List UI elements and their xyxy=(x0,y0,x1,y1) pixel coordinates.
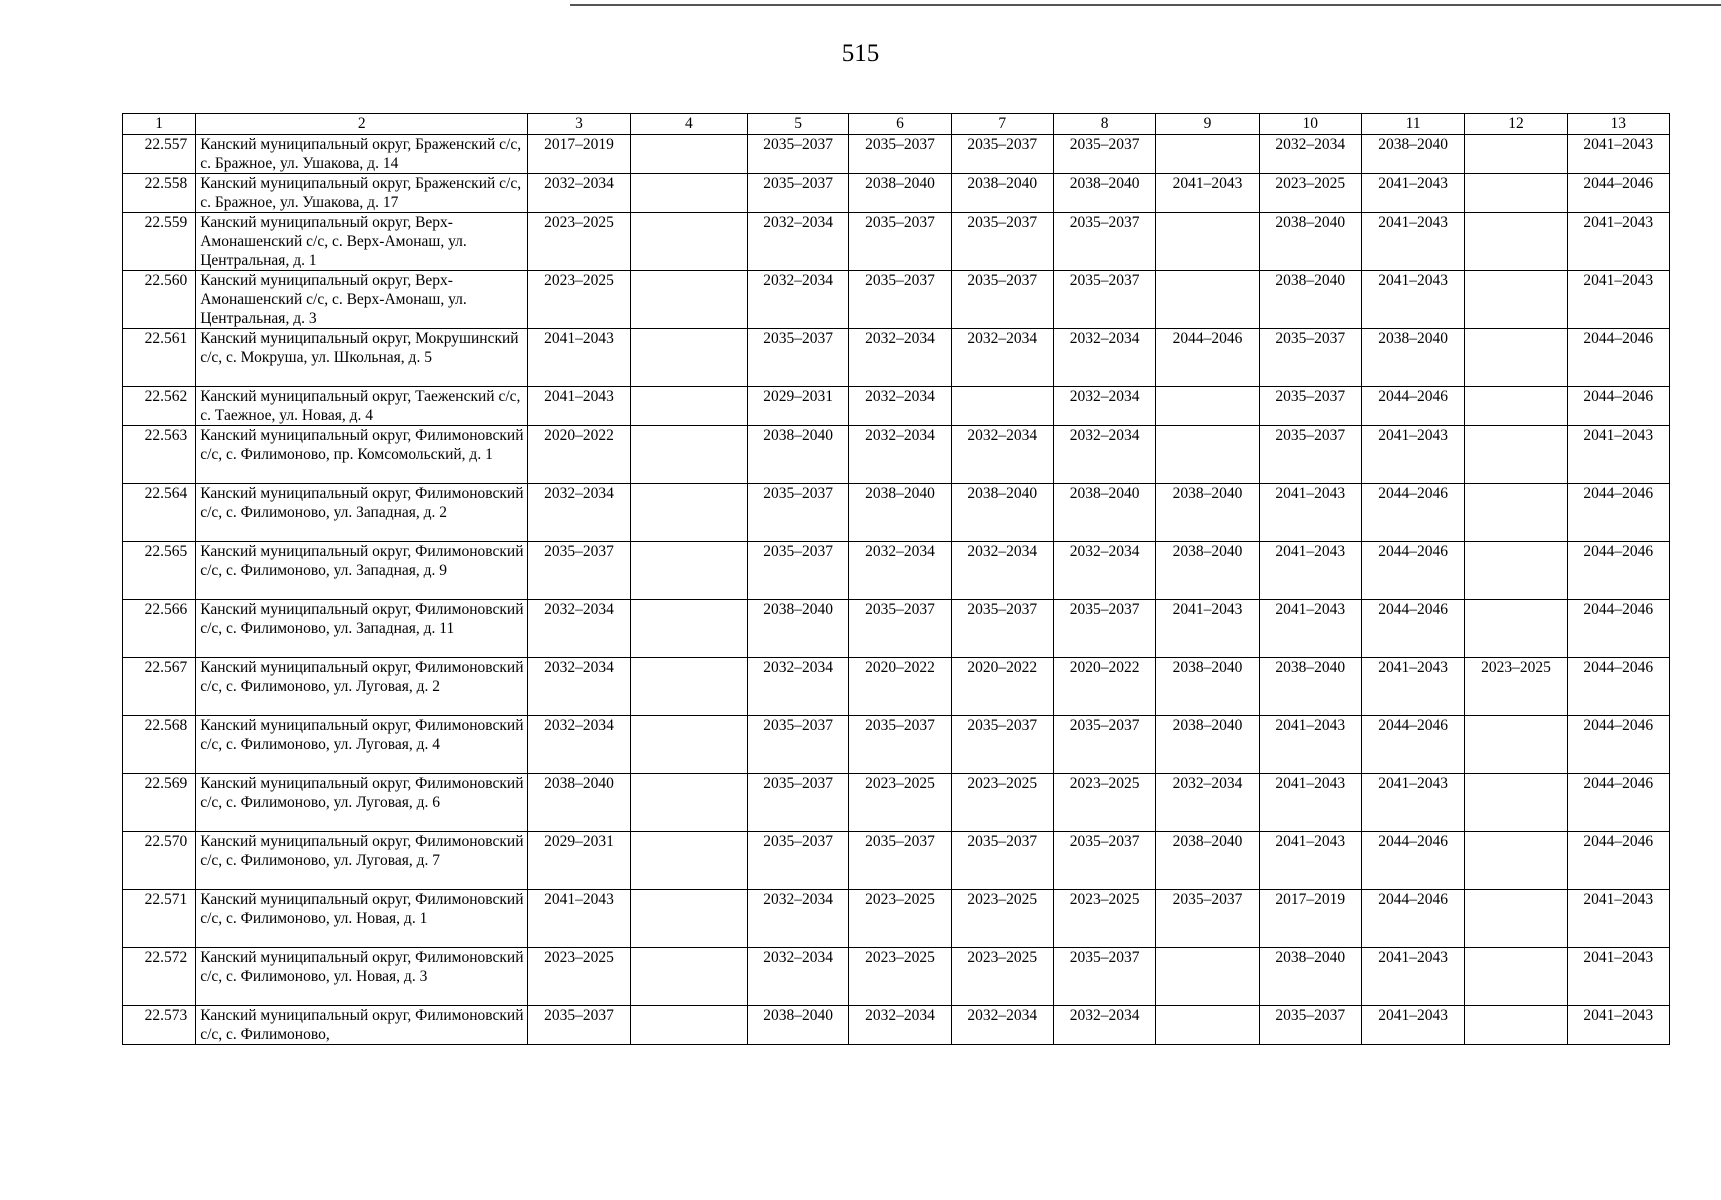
period-cell: 2038–2040 xyxy=(951,484,1053,542)
table-row xyxy=(123,484,1670,542)
address-cell: Канский муниципальный округ, Филимоновский с/с, с. Филимоново, ул. Луговая, д. 6 xyxy=(196,774,528,832)
period-cell: 2038–2040 xyxy=(1053,484,1155,542)
period-cell xyxy=(1156,213,1259,271)
period-cell: 2023–2025 xyxy=(1053,774,1155,832)
column-header-8: 8 xyxy=(1053,114,1155,135)
period-cell: 2035–2037 xyxy=(849,716,951,774)
period-cell xyxy=(1465,600,1567,658)
table-row xyxy=(123,135,1670,174)
period-cell: 2041–2043 xyxy=(1567,1006,1669,1045)
period-cell: 2035–2037 xyxy=(849,135,951,174)
period-cell xyxy=(1465,774,1567,832)
period-cell: 2041–2043 xyxy=(1259,832,1361,890)
table-row xyxy=(123,213,1670,271)
period-cell: 2038–2040 xyxy=(748,426,849,484)
row-number-cell: 22.558 xyxy=(123,174,196,213)
address-cell: Канский муниципальный округ, Браженский с/с, с. Бражное, ул. Ушакова, д. 17 xyxy=(196,174,528,213)
table-row xyxy=(123,329,1670,387)
period-cell: 2035–2037 xyxy=(849,213,951,271)
period-cell: 2038–2040 xyxy=(1156,542,1259,600)
period-cell: 2032–2034 xyxy=(849,1006,951,1045)
period-cell: 2032–2034 xyxy=(528,716,630,774)
period-cell xyxy=(630,832,747,890)
table-row xyxy=(123,174,1670,213)
period-cell: 2023–2025 xyxy=(849,774,951,832)
page-number: 515 xyxy=(841,40,880,67)
period-cell: 2032–2034 xyxy=(849,426,951,484)
row-number-cell: 22.564 xyxy=(123,484,196,542)
period-cell: 2032–2034 xyxy=(1053,426,1155,484)
period-cell xyxy=(630,174,747,213)
period-cell xyxy=(1465,832,1567,890)
address-cell: Канский муниципальный округ, Филимоновский с/с, с. Филимоново, пр. Комсомольский, д. 1 xyxy=(196,426,528,484)
period-cell: 2041–2043 xyxy=(1361,426,1464,484)
period-cell xyxy=(951,387,1053,426)
period-cell: 2035–2037 xyxy=(849,832,951,890)
period-cell xyxy=(1156,135,1259,174)
period-cell: 2038–2040 xyxy=(1053,174,1155,213)
period-cell xyxy=(1156,426,1259,484)
table-row xyxy=(123,600,1670,658)
period-cell: 2035–2037 xyxy=(748,716,849,774)
period-cell: 2032–2034 xyxy=(748,271,849,329)
period-cell xyxy=(630,426,747,484)
period-cell: 2041–2043 xyxy=(1156,600,1259,658)
period-cell: 2032–2034 xyxy=(1156,774,1259,832)
period-cell xyxy=(630,716,747,774)
period-cell: 2044–2046 xyxy=(1567,716,1669,774)
period-cell: 2032–2034 xyxy=(951,1006,1053,1045)
period-cell: 2032–2034 xyxy=(951,329,1053,387)
period-cell: 2023–2025 xyxy=(1465,658,1567,716)
period-cell: 2044–2046 xyxy=(1567,542,1669,600)
table-row xyxy=(123,832,1670,890)
period-cell xyxy=(630,387,747,426)
row-number-cell: 22.563 xyxy=(123,426,196,484)
period-cell: 2035–2037 xyxy=(849,600,951,658)
period-cell: 2041–2043 xyxy=(1567,213,1669,271)
period-cell: 2023–2025 xyxy=(849,890,951,948)
period-cell: 2035–2037 xyxy=(951,832,1053,890)
period-cell: 2038–2040 xyxy=(849,484,951,542)
period-cell: 2041–2043 xyxy=(1361,948,1464,1006)
period-cell: 2035–2037 xyxy=(528,1006,630,1045)
period-cell: 2035–2037 xyxy=(1053,832,1155,890)
period-cell xyxy=(630,658,747,716)
column-header-7: 7 xyxy=(951,114,1053,135)
period-cell xyxy=(630,774,747,832)
period-cell: 2032–2034 xyxy=(748,658,849,716)
period-cell: 2038–2040 xyxy=(1259,948,1361,1006)
period-cell xyxy=(1465,135,1567,174)
period-cell: 2041–2043 xyxy=(1361,213,1464,271)
table-row xyxy=(123,387,1670,426)
period-cell xyxy=(1465,329,1567,387)
period-cell: 2044–2046 xyxy=(1567,484,1669,542)
row-number-cell: 22.569 xyxy=(123,774,196,832)
period-cell xyxy=(1465,542,1567,600)
address-cell: Канский муниципальный округ, Филимоновский с/с, с. Филимоново, ул. Западная, д. 9 xyxy=(196,542,528,600)
period-cell: 2035–2037 xyxy=(748,774,849,832)
column-header-13: 13 xyxy=(1567,114,1669,135)
period-cell xyxy=(630,271,747,329)
period-cell: 2038–2040 xyxy=(1361,135,1464,174)
period-cell: 2038–2040 xyxy=(1156,832,1259,890)
period-cell: 2032–2034 xyxy=(849,542,951,600)
row-number-cell: 22.561 xyxy=(123,329,196,387)
header-row xyxy=(123,114,1670,135)
period-cell: 2044–2046 xyxy=(1361,716,1464,774)
period-cell xyxy=(1156,387,1259,426)
period-cell xyxy=(1465,1006,1567,1045)
address-cell: Канский муниципальный округ, Филимоновский с/с, с. Филимоново, ул. Новая, д. 3 xyxy=(196,948,528,1006)
column-header-12: 12 xyxy=(1465,114,1567,135)
page-top-rule xyxy=(570,4,1721,6)
period-cell: 2044–2046 xyxy=(1567,832,1669,890)
period-cell: 2041–2043 xyxy=(1361,1006,1464,1045)
period-cell: 2035–2037 xyxy=(748,135,849,174)
row-number-cell: 22.570 xyxy=(123,832,196,890)
period-cell xyxy=(1465,387,1567,426)
period-cell: 2041–2043 xyxy=(1259,484,1361,542)
period-cell xyxy=(1465,948,1567,1006)
table-row xyxy=(123,271,1670,329)
period-cell: 2023–2025 xyxy=(951,948,1053,1006)
period-cell: 2044–2046 xyxy=(1361,890,1464,948)
period-cell: 2041–2043 xyxy=(1567,426,1669,484)
period-cell xyxy=(1465,484,1567,542)
period-cell: 2041–2043 xyxy=(1567,890,1669,948)
row-number-cell: 22.573 xyxy=(123,1006,196,1045)
period-cell xyxy=(630,948,747,1006)
address-cell: Канский муниципальный округ, Филимоновский с/с, с. Филимоново, ул. Новая, д. 1 xyxy=(196,890,528,948)
period-cell: 2041–2043 xyxy=(1361,774,1464,832)
period-cell: 2038–2040 xyxy=(1259,658,1361,716)
period-cell: 2041–2043 xyxy=(528,387,630,426)
period-cell: 2035–2037 xyxy=(1259,1006,1361,1045)
column-header-4: 4 xyxy=(630,114,747,135)
period-cell: 2029–2031 xyxy=(748,387,849,426)
period-cell: 2044–2046 xyxy=(1156,329,1259,387)
row-number-cell: 22.566 xyxy=(123,600,196,658)
period-cell: 2044–2046 xyxy=(1567,658,1669,716)
period-cell: 2038–2040 xyxy=(1259,271,1361,329)
period-cell: 2035–2037 xyxy=(1156,890,1259,948)
period-cell: 2044–2046 xyxy=(1361,542,1464,600)
row-number-cell: 22.562 xyxy=(123,387,196,426)
column-header-10: 10 xyxy=(1259,114,1361,135)
period-cell: 2020–2022 xyxy=(849,658,951,716)
period-cell: 2041–2043 xyxy=(1361,658,1464,716)
row-number-cell: 22.560 xyxy=(123,271,196,329)
period-cell: 2023–2025 xyxy=(1259,174,1361,213)
period-cell: 2038–2040 xyxy=(1361,329,1464,387)
period-cell: 2038–2040 xyxy=(951,174,1053,213)
period-cell: 2020–2022 xyxy=(951,658,1053,716)
period-cell xyxy=(1465,174,1567,213)
column-header-2: 2 xyxy=(196,114,528,135)
period-cell: 2035–2037 xyxy=(748,484,849,542)
period-cell: 2032–2034 xyxy=(951,426,1053,484)
period-cell: 2035–2037 xyxy=(1259,387,1361,426)
period-cell: 2035–2037 xyxy=(1053,600,1155,658)
period-cell: 2035–2037 xyxy=(951,213,1053,271)
period-cell: 2017–2019 xyxy=(528,135,630,174)
table-row xyxy=(123,426,1670,484)
row-number-cell: 22.568 xyxy=(123,716,196,774)
period-cell: 2035–2037 xyxy=(1053,716,1155,774)
address-cell: Канский муниципальный округ, Филимоновский с/с, с. Филимоново, ул. Луговая, д. 7 xyxy=(196,832,528,890)
address-cell: Канский муниципальный округ, Браженский с/с, с. Бражное, ул. Ушакова, д. 14 xyxy=(196,135,528,174)
table-row xyxy=(123,774,1670,832)
period-cell: 2035–2037 xyxy=(748,174,849,213)
period-cell xyxy=(1465,271,1567,329)
period-cell: 2029–2031 xyxy=(528,832,630,890)
address-cell: Канский муниципальный округ, Филимоновский с/с, с. Филимоново, ул. Луговая, д. 2 xyxy=(196,658,528,716)
period-cell: 2044–2046 xyxy=(1567,329,1669,387)
column-header-6: 6 xyxy=(849,114,951,135)
period-cell xyxy=(1465,426,1567,484)
period-cell: 2035–2037 xyxy=(748,832,849,890)
period-cell: 2032–2034 xyxy=(1053,329,1155,387)
period-cell: 2044–2046 xyxy=(1567,174,1669,213)
period-cell: 2023–2025 xyxy=(528,271,630,329)
period-cell: 2038–2040 xyxy=(1259,213,1361,271)
period-cell: 2038–2040 xyxy=(528,774,630,832)
period-cell: 2041–2043 xyxy=(1361,271,1464,329)
period-cell: 2035–2037 xyxy=(849,271,951,329)
period-cell: 2035–2037 xyxy=(1053,271,1155,329)
period-cell xyxy=(1465,716,1567,774)
period-cell: 2035–2037 xyxy=(951,271,1053,329)
period-cell: 2038–2040 xyxy=(1156,484,1259,542)
period-cell: 2017–2019 xyxy=(1259,890,1361,948)
address-cell: Канский муниципальный округ, Мокрушинский с/с, с. Мокруша, ул. Школьная, д. 5 xyxy=(196,329,528,387)
row-number-cell: 22.559 xyxy=(123,213,196,271)
period-cell xyxy=(1156,1006,1259,1045)
period-cell: 2035–2037 xyxy=(748,329,849,387)
period-cell: 2035–2037 xyxy=(1053,948,1155,1006)
column-header-9: 9 xyxy=(1156,114,1259,135)
period-cell xyxy=(630,542,747,600)
address-cell: Канский муниципальный округ, Филимоновский с/с, с. Филимоново, ул. Западная, д. 11 xyxy=(196,600,528,658)
period-cell xyxy=(630,890,747,948)
period-cell: 2044–2046 xyxy=(1361,832,1464,890)
period-cell: 2035–2037 xyxy=(951,600,1053,658)
row-number-cell: 22.571 xyxy=(123,890,196,948)
period-cell xyxy=(1465,890,1567,948)
period-cell: 2044–2046 xyxy=(1567,600,1669,658)
schedule-table xyxy=(122,113,1670,1045)
row-number-cell: 22.572 xyxy=(123,948,196,1006)
row-number-cell: 22.567 xyxy=(123,658,196,716)
period-cell: 2032–2034 xyxy=(1053,1006,1155,1045)
period-cell: 2023–2025 xyxy=(951,890,1053,948)
address-cell: Канский муниципальный округ, Филимоновский с/с, с. Филимоново, xyxy=(196,1006,528,1045)
period-cell: 2041–2043 xyxy=(528,890,630,948)
period-cell: 2035–2037 xyxy=(528,542,630,600)
address-cell: Канский муниципальный округ, Филимоновский с/с, с. Филимоново, ул. Луговая, д. 4 xyxy=(196,716,528,774)
period-cell: 2035–2037 xyxy=(951,716,1053,774)
period-cell: 2023–2025 xyxy=(849,948,951,1006)
period-cell: 2032–2034 xyxy=(849,387,951,426)
period-cell: 2041–2043 xyxy=(1259,600,1361,658)
period-cell: 2044–2046 xyxy=(1567,387,1669,426)
column-header-5: 5 xyxy=(748,114,849,135)
period-cell: 2032–2034 xyxy=(1053,542,1155,600)
period-cell: 2032–2034 xyxy=(1053,387,1155,426)
table-row xyxy=(123,658,1670,716)
period-cell: 2041–2043 xyxy=(1259,542,1361,600)
column-header-1: 1 xyxy=(123,114,196,135)
period-cell: 2035–2037 xyxy=(1259,426,1361,484)
period-cell: 2032–2034 xyxy=(1259,135,1361,174)
table-row xyxy=(123,542,1670,600)
address-cell: Канский муниципальный округ, Верх-Амонашенский с/с, с. Верх-Амонаш, ул. Центральная, д. 1 xyxy=(196,213,528,271)
period-cell: 2032–2034 xyxy=(951,542,1053,600)
period-cell: 2023–2025 xyxy=(528,213,630,271)
period-cell xyxy=(1156,948,1259,1006)
period-cell xyxy=(630,1006,747,1045)
period-cell: 2041–2043 xyxy=(1156,174,1259,213)
period-cell xyxy=(630,484,747,542)
period-cell: 2035–2037 xyxy=(951,135,1053,174)
period-cell xyxy=(1465,213,1567,271)
period-cell: 2023–2025 xyxy=(951,774,1053,832)
period-cell: 2044–2046 xyxy=(1361,484,1464,542)
period-cell: 2041–2043 xyxy=(1259,774,1361,832)
period-cell: 2038–2040 xyxy=(1156,716,1259,774)
period-cell: 2032–2034 xyxy=(528,174,630,213)
period-cell xyxy=(1156,271,1259,329)
period-cell xyxy=(630,213,747,271)
period-cell: 2032–2034 xyxy=(528,484,630,542)
period-cell xyxy=(630,600,747,658)
period-cell: 2023–2025 xyxy=(528,948,630,1006)
period-cell: 2035–2037 xyxy=(748,542,849,600)
period-cell xyxy=(630,135,747,174)
period-cell: 2044–2046 xyxy=(1361,387,1464,426)
period-cell: 2038–2040 xyxy=(748,1006,849,1045)
period-cell: 2041–2043 xyxy=(1567,948,1669,1006)
period-cell: 2041–2043 xyxy=(1567,271,1669,329)
address-cell: Канский муниципальный округ, Филимоновский с/с, с. Филимоново, ул. Западная, д. 2 xyxy=(196,484,528,542)
period-cell: 2035–2037 xyxy=(1053,135,1155,174)
period-cell: 2023–2025 xyxy=(1053,890,1155,948)
period-cell: 2041–2043 xyxy=(1567,135,1669,174)
period-cell: 2041–2043 xyxy=(1361,174,1464,213)
period-cell: 2041–2043 xyxy=(528,329,630,387)
table-row xyxy=(123,716,1670,774)
period-cell: 2035–2037 xyxy=(1053,213,1155,271)
row-number-cell: 22.557 xyxy=(123,135,196,174)
period-cell: 2041–2043 xyxy=(1259,716,1361,774)
column-header-3: 3 xyxy=(528,114,630,135)
period-cell: 2044–2046 xyxy=(1361,600,1464,658)
period-cell: 2032–2034 xyxy=(528,658,630,716)
period-cell: 2020–2022 xyxy=(528,426,630,484)
column-header-11: 11 xyxy=(1361,114,1464,135)
period-cell: 2032–2034 xyxy=(748,890,849,948)
period-cell: 2044–2046 xyxy=(1567,774,1669,832)
address-cell: Канский муниципальный округ, Верх-Амонашенский с/с, с. Верх-Амонаш, ул. Центральная, д. 3 xyxy=(196,271,528,329)
period-cell xyxy=(630,329,747,387)
period-cell: 2038–2040 xyxy=(748,600,849,658)
row-number-cell: 22.565 xyxy=(123,542,196,600)
period-cell: 2038–2040 xyxy=(849,174,951,213)
period-cell: 2032–2034 xyxy=(748,948,849,1006)
period-cell: 2020–2022 xyxy=(1053,658,1155,716)
table-row xyxy=(123,1006,1670,1045)
table-row xyxy=(123,948,1670,1006)
table-body xyxy=(123,135,1670,1045)
period-cell: 2032–2034 xyxy=(849,329,951,387)
period-cell: 2032–2034 xyxy=(528,600,630,658)
table-row xyxy=(123,890,1670,948)
address-cell: Канский муниципальный округ, Таеженский с/с, с. Таежное, ул. Новая, д. 4 xyxy=(196,387,528,426)
period-cell: 2038–2040 xyxy=(1156,658,1259,716)
period-cell: 2032–2034 xyxy=(748,213,849,271)
period-cell: 2035–2037 xyxy=(1259,329,1361,387)
